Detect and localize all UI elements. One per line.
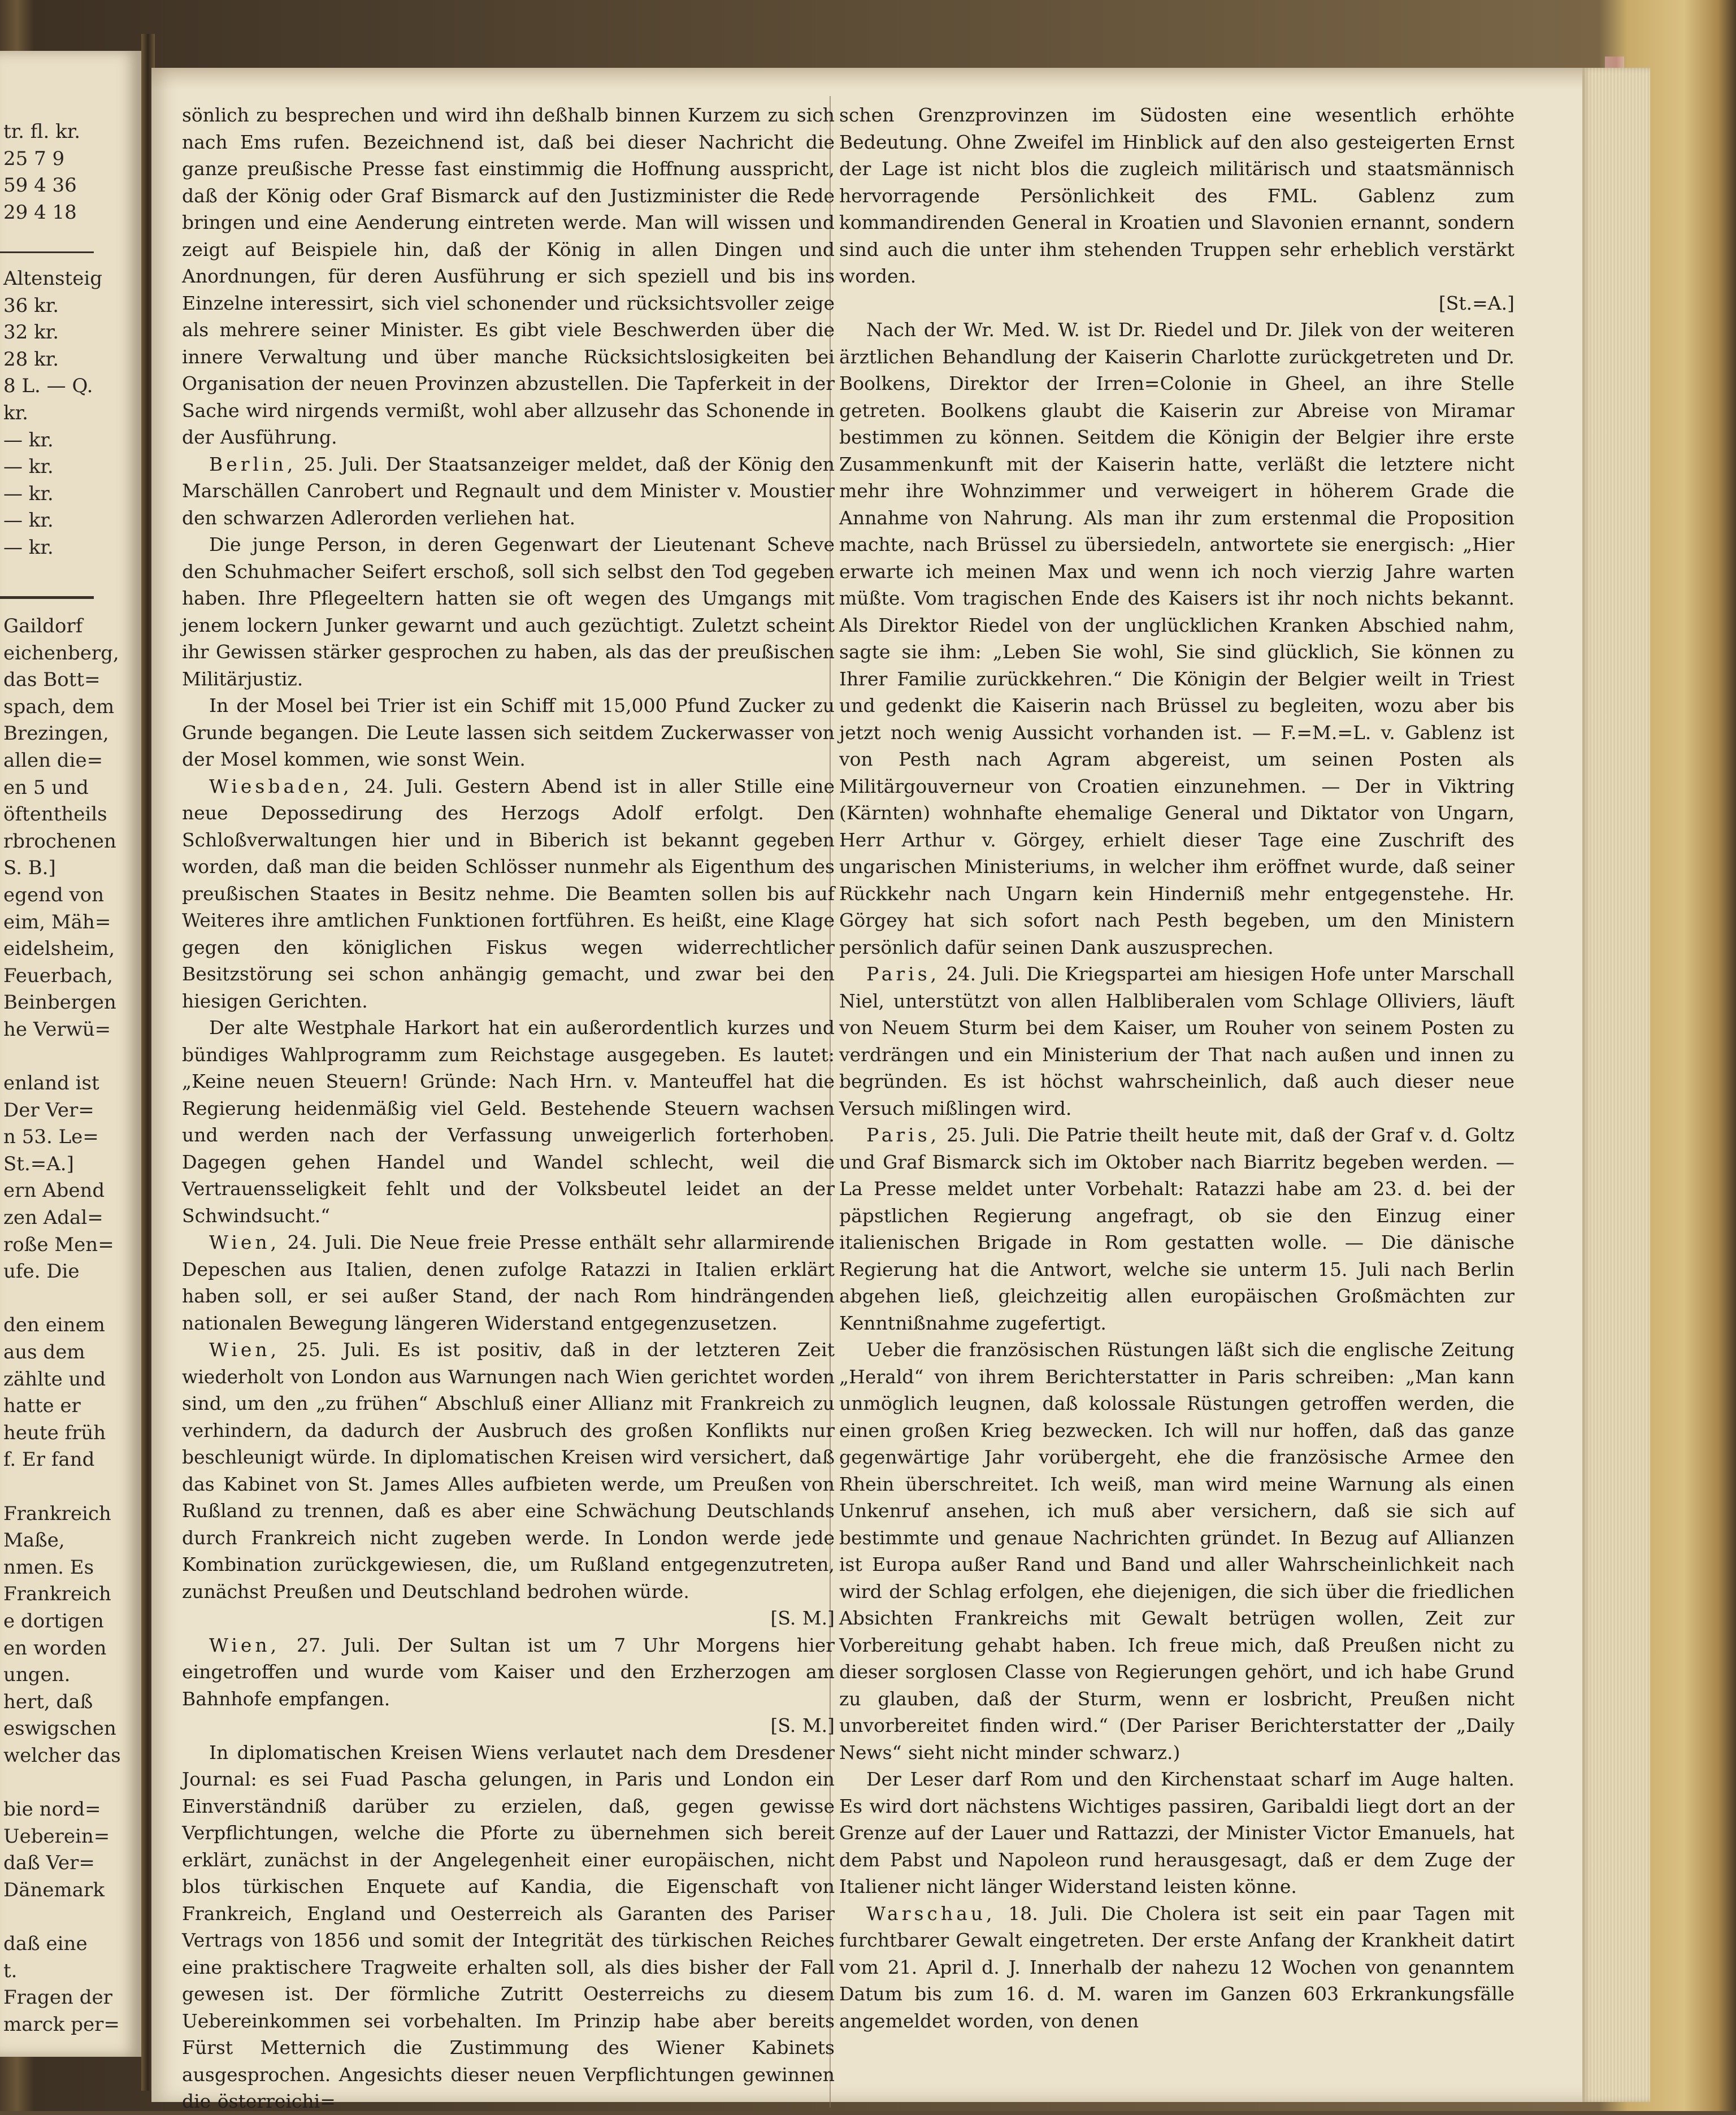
dateline: Wien, [209, 1634, 280, 1656]
left-fragment-line: eim, Mäh= [3, 910, 111, 933]
left-fragment-line: ufe. Die [3, 1260, 80, 1283]
article-paragraph [839, 1122, 1514, 1336]
left-fragment-line [0, 1285, 121, 1313]
left-fragment-line: Maße, [3, 1529, 65, 1552]
article-column-left [182, 102, 835, 2115]
article-text: 18. Juli. Die Cholera ist seit ein paar Tagen mit furchtbarer Gewalt eingetreten. Der erste Anfang der Krankheit datirt vom 21. April d. J. Innerhalb der nahezu 12 Wochen von genanntem Datum bis zum 16. d. M. waren im Ganzen 603 Erkrankungsfälle angemeldet worden, von denen [839, 1902, 1514, 2032]
left-fragment-line: 8 L. — Q. [3, 375, 93, 398]
left-fragment-line: 32 kr. [3, 321, 59, 344]
left-fragment-line: welcher das [3, 1744, 121, 1767]
left-fragment-line: aus dem [3, 1341, 85, 1364]
dateline: Warschau, [866, 1902, 996, 1925]
page-edges [1582, 68, 1650, 2102]
left-fragment-line: öftentheils [3, 803, 107, 826]
left-fragment-line: kr. [3, 401, 28, 424]
article-text: 27. Juli. Der Sultan ist um 7 Uhr Morgens hier eingetroffen und wurde vom Kaiser und den Erzherzogen am Bahnhofe empfangen. [182, 1634, 835, 1710]
left-fragment-line: en worden [3, 1636, 107, 1660]
left-fragment-line: hert, daß [3, 1690, 93, 1713]
left-fragment-line: Der Ver= [3, 1098, 94, 1122]
source-signature: [St.=A.] [1438, 292, 1514, 314]
article-paragraph [182, 451, 835, 532]
left-fragment-line [0, 1904, 121, 1931]
article-text: Der Leser darf Rom und den Kirchenstaat scharf im Auge halten. Es wird dort nächstens Wichtiges passiren, Garibaldi liegt dort an der Grenze auf der Lauer und Rattazzi, der Minister Victor Emanuels, hat dem Pabst und Napoleon rund herausgesagt, daß er dem Zuge der Italiener nicht länger Widerstand leisten könne. [839, 1768, 1514, 1897]
left-fragment-line: egend von [3, 883, 105, 906]
left-fragment-line: 28 kr. [3, 348, 59, 371]
article-paragraph [839, 1900, 1514, 2035]
left-fragment-line: St.=A.] [3, 1152, 74, 1175]
article-paragraph [182, 1336, 835, 1605]
left-fragment-line: daß eine [3, 1932, 88, 1956]
left-fragment-line: — kr. [3, 455, 54, 479]
left-fragment-line: tr. fl. kr. [3, 120, 81, 143]
left-fragment-line: hatte er [3, 1395, 81, 1418]
left-fragment-line: f. Er fand [3, 1448, 95, 1471]
left-fragment-line: — kr. [3, 509, 54, 532]
left-fragment-line: Dänemark [3, 1878, 105, 1901]
article-text: Die junge Person, in deren Gegenwart der Lieutenant Scheve den Schuhmacher Seifert erschoß, soll sich selbst den Tod gegeben haben. Ihre Pflegeeltern hatten sie oft wegen des Umgangs mit jenem lockern Junker gewarnt und auch gezüchtigt. Zuletzt scheint ihr Gewissen stärker gesprochen zu haben, als das der preußischen Militärjustiz. [182, 533, 835, 690]
article-paragraph [839, 102, 1514, 290]
left-fragment-line: e dortigen [3, 1609, 104, 1632]
left-fragment-line [0, 1474, 121, 1501]
left-fragment-line: ern Abend [3, 1179, 105, 1202]
left-fragment-line: Beinbergen [3, 991, 116, 1014]
article-paragraph [182, 1229, 835, 1336]
left-fragment-line: 59 4 36 [3, 174, 77, 197]
article-paragraph [182, 692, 835, 773]
left-fragment-line: allen die= [3, 749, 103, 772]
dateline: Paris, [866, 1124, 940, 1146]
left-fragment-line: Ueberein= [3, 1825, 110, 1848]
left-fragment-line: S. B.] [3, 857, 56, 880]
article-text: 25. Juli. Die Patrie theilt heute mit, daß der Graf v. d. Goltz und Graf Bismarck sich im Oktober nach Biarritz begeben werden. — La Presse meldet unter Vorbehalt: Ratazzi habe am 23. d. bei der päpstlichen Regierung angefragt, ob sie den Einzug einer italienischen Brigade in Rom gestatten wolle. — Die dänische Regierung hat die Antwort, welche sie unterm 15. Juli nach Berlin abgehen ließ, gleichzeitig allen europäischen Großmächten zur Kenntnißnahme zugefertigt. [839, 1124, 1514, 1334]
left-fragment-line: he Verwü= [3, 1018, 111, 1041]
left-fragment-line: en 5 und [3, 776, 89, 799]
article-text: Ueber die französischen Rüstungen läßt sich die englische Zeitung „Herald“ von ihrem Berichterstatter in Paris schreiben: „Man kann unmöglich leugnen, daß kolossale Rüstungen getroffen werden, die einen großen Krieg bezwecken. Ich will nur hoffen, daß das ganze gegenwärtige Jahr vorübergeht, ehe die französische Armee den Rhein überschreitet. Ich weiß, man wird meine Warnung als einen Unkenruf ansehen, ich muß aber versichern, daß sie sich auf bestimmte und genaue Nachrichten gründet. In Bezug auf Allianzen ist Europa außer Rand und Band und aller Wahrscheinlichkeit nach wird der Schlag erfolgen, ehe diejenigen, die sich über die friedlichen Absichten Frankreichs mit Gewalt betrügen wollen, Zeit zur Vorbereitung gehabt haben. Ich freue mich, daß Preußen nicht zu dieser sorglosen Classe von Regierungen gehört, und ich habe Grund zu glauben, daß der Sturm, wenn er losbricht, Preußen nicht unvorbereitet finden wird.“ (Der Pariser Berichterstatter der „Daily News“ sieht nicht minder schwarz.) [839, 1339, 1514, 1764]
left-fragment-line: — kr. [3, 428, 54, 451]
left-fragment-line: eswigschen [3, 1717, 116, 1740]
article-text: 24. Juli. Gestern Abend ist in aller Stille eine neue Depossedirung des Herzogs Adolf erfolgt. Den Schloßverwaltungen hier und in Biberich ist bekannt gegeben worden, daß man die beiden Schlösser nunmehr als Eigenthum des preußischen Staates in Besitz nehme. Die Beamten sollen bis auf Weiteres ihre amtlichen Funktionen fortführen. Es heißt, eine Klage gegen den königlichen Fiskus wegen widerrechtlicher Besitzstörung sei schon anhängig gemacht, und zwar bei den hiesigen Gerichten. [182, 775, 835, 1012]
article-text: Der alte Westphale Harkort hat ein außerordentlich kurzes und bündiges Wahlprogramm zum Reichstage ausgegeben. Es lautet: „Keine neuen Steuern! Gründe: Nach Hrn. v. Manteuffel hat die Regierung heidenmäßig viel Geld. Bestehende Steuern wachsen und werden nach der Verfassung unweigerlich forterhoben. Dagegen gehen Handel und Wandel schlecht, weil die Vertrauensseligkeit fehlt und der Volksbeutel leidet an der Schwindsucht.“ [182, 1017, 835, 1227]
article-text: 25. Juli. Der Staatsanzeiger meldet, daß der König den Marschällen Canrobert und Regnault und dem Minister v. Moustier den schwarzen Adlerorden verliehen hat. [182, 453, 835, 529]
dateline: Wiesbaden, [209, 775, 353, 797]
left-fragment-line [0, 1770, 121, 1797]
left-fragment-line: 25 7 9 [3, 147, 65, 170]
article-text: Nach der Wr. Med. W. ist Dr. Riedel und Dr. Jilek von der weiteren ärztlichen Behandlung der Kaiserin Charlotte zurückgetreten und Dr. Boolkens, Direktor der Irren=Colonie in Gheel, an ihre Stelle getreten. Boolkens glaubt die Kaiserin zur Abreise von Miramar bestimmen zu können. Seitdem die Königin der Belgier ihre erste Zusammenkunft mit der Kaiserin hatte, verläßt die letztere nicht mehr ihre Wohnzimmer und verweigert in höherem Grade die Annahme von Nahrung. Als man ihr zum erstenmal die Proposition machte, nach Brüssel zu übersiedeln, antwortete sie energisch: „Hier erwarte ich meinen Max und wenn ich noch vierzig Jahre warten müßte. Vom tragischen Ende des Kaisers ist ihr noch nichts bekannt. Als Direktor Riedel von der unglücklichen Kranken Abschied nahm, sagte sie ihm: „Leben Sie wohl, Sie sind glücklich, Sie können zu Ihrer Familie zurückkehren.“ Die Königin der Belgier weilt in Triest und gedenkt die Kaiserin nach Brüssel zu begleiten, wozu aber bis jetzt noch wenig Aussicht vorhanden ist. — F.=M.=L. v. Gablenz ist von Pesth nach Agram abgereist, um seinen Posten als Militärgouverneur von Croatien einzunehmen. — Der in Viktring (Kärnten) wohnhafte ehemalige General und Diktator von Ungarn, Herr Arthur v. Görgey, erhielt dieser Tage eine Zuschrift des ungarischen Ministeriums, in welcher ihm eröffnet wurde, daß seiner Rückkehr nach Ungarn kein Hinderniß mehr entgegenstehe. Hr. Görgey hat sich sofort nach Pesth begeben, um den Ministern persönlich dafür seinen Dank auszusprechen. [839, 319, 1514, 958]
article-text: In diplomatischen Kreisen Wiens verlautet nach dem Dresdener Journal: es sei Fuad Pascha gelungen, in Paris und London ein Einverständniß darüber zu erzielen, daß, gegen gewisse Verpflichtungen, welche die Pforte zu übernehmen sich bereit erklärt, zunächst in der Angelegenheit einer europäischen, nicht blos türkischen Enquete auf Kandia, die Eigenschaft von Frankreich, England und Oesterreich als Garanten des Pariser Vertrags von 1856 und somit der Integrität des türkischen Reiches eine praktischere Tragweite erhalten soll, als dies bisher der Fall gewesen ist. Der förmliche Zutritt Oesterreichs zu diesem Uebereinkommen sei vorbehalten. Im Prinzip habe aber bereits Fürst Metternich die Zustimmung des Wiener Kabinets ausgesprochen. Angesichts dieser neuen Verpflichtungen gewinnen die österreichi= [182, 1741, 835, 2112]
left-fragment-line: Brezingen, [3, 722, 109, 745]
article-text: sönlich zu besprechen und wird ihn deßhalb binnen Kurzem zu sich nach Ems rufen. Bezeichnend ist, daß bei dieser Nachricht die ganze preußische Presse fast einstimmig die Hoffnung ausspricht, daß der König oder Graf Bismarck auf den Justizminister die Rede bringen und eine Aenderung eintreten werde. Man will wissen und zeigt auf Beispiele hin, daß der König in allen Dingen und Anordnungen, für deren Ausführung er sich speziell und bis ins Einzelne interessirt, sich viel schonender und rücksichtsvoller zeige als mehrere seiner Minister. Es gibt viele Beschwerden über die innere Verwaltung und über manche Rücksichtslosigkeiten bei Organisation der neuen Provinzen abzustellen. Die Tapferkeit in der Sache wird nirgends vermißt, wohl aber allzusehr das Schonende in der Ausführung. [182, 104, 835, 448]
left-fragment-line: bie nord= [3, 1798, 101, 1821]
left-fragment-line: Fragen der [3, 1986, 112, 2009]
article-text: 24. Juli. Die Kriegspartei am hiesigen Hofe unter Marschall Niel, unterstützt von allen Halbliberalen vom Schlage Olliviers, läuft von Neuem Sturm bei dem Kaiser, um Rouher von seinem Posten zu verdrängen und ein Ministerium der That nach außen und innen zu begründen. Es ist höchst wahrscheinlich, daß auch dieser neue Versuch mißlingen wird. [839, 963, 1515, 1119]
left-fragment-line: das Bott= [3, 668, 101, 692]
left-fragment-line: Gaildorf [3, 615, 83, 637]
source-signature: [S. M.] [770, 1714, 835, 1736]
dateline: Wien, [209, 1231, 280, 1253]
left-page-fragment [0, 51, 141, 2057]
dateline: Paris, [866, 963, 940, 985]
article-paragraph [182, 531, 835, 692]
left-fragment-line: Frankreich [3, 1583, 111, 1606]
article-paragraph [182, 1632, 835, 1713]
article-text: 24. Juli. Die Neue freie Presse enthält sehr allarmirende Depeschen aus Italien, denen zufolge Ratazzi in Italien erklärt haben soll, er sei außer Stand, der nach Rom hindrängenden nationalen Bewegung längeren Widerstand entgegenzusetzen. [182, 1231, 835, 1334]
article-paragraph [182, 773, 835, 1015]
left-fragment-line: marck per= [3, 2013, 120, 2036]
dateline: Wien, [209, 1339, 280, 1361]
left-fragment-line: t. [3, 1959, 18, 1982]
left-fragment-line: daß Ver= [3, 1852, 95, 1875]
left-fragment-line: rbrochenen [3, 830, 116, 853]
dateline: Berlin, [209, 453, 297, 475]
article-paragraph [839, 1766, 1514, 1900]
left-fragment-line: n 53. Le= [3, 1126, 99, 1149]
left-fragment-line [0, 1044, 121, 1071]
article-paragraph [839, 961, 1514, 1122]
left-fragment-line: roße Men= [3, 1233, 114, 1256]
article-text: In der Mosel bei Trier ist ein Schiff mit 15,000 Pfund Zucker zu Grunde begangen. Die Leute lassen sich seitdem Zuckerwasser von der Mosel kommen, wie sonst Wein. [182, 694, 835, 770]
article-paragraph [182, 1739, 835, 2115]
left-fragment-line: Altensteig [3, 267, 102, 290]
left-fragment-line: eichenberg, [3, 641, 119, 665]
left-fragment-line: nmen. Es [3, 1556, 94, 1579]
left-fragment-line: 36 kr. [3, 294, 59, 317]
left-fragment-line: den einem [3, 1314, 105, 1337]
left-fragment-line: enland ist [3, 1072, 99, 1095]
article-paragraph [839, 316, 1514, 961]
left-fragment-line: Frankreich [3, 1502, 111, 1525]
article-text: schen Grenzprovinzen im Südosten eine wesentlich erhöhte Bedeutung. Ohne Zweifel im Hinblick auf den also gesteigerten Ernst der Lage ist nicht blos die zugleich militärisch und staatsmännisch hervorragende Persönlichkeit des FML. Gablenz zum kommandirenden General in Kroatien und Slavonien ernannt, sondern sind auch die unter ihm stehenden Truppen sehr erheblich verstärkt worden. [839, 104, 1514, 287]
left-fragment-line: — kr. [3, 536, 54, 559]
left-fragment-line: eidelsheim, [3, 937, 115, 961]
left-fragment-line: ungen. [3, 1664, 71, 1687]
left-fragment-line: heute früh [3, 1421, 106, 1444]
article-column-right [839, 102, 1514, 2034]
article-paragraph [839, 1336, 1514, 1766]
left-fragment-line: spach, dem [3, 695, 115, 718]
left-fragment-line: zen Adal= [3, 1206, 103, 1230]
article-paragraph [182, 102, 835, 451]
article-paragraph [182, 1014, 835, 1229]
article-text: 25. Juli. Es ist positiv, daß in der letzteren Zeit wiederholt von London aus Warnungen nach Wien gerichtet worden sind, um den „zu frühen“ Abschluß einer Allianz mit Frankreich zu verhindern, da dadurch der Ausbruch des großen Konflikts nur beschleunigt würde. In diplomatischen Kreisen wird versichert, daß das Kabinet von St. James Alles aufbieten werde, um Preußen von Rußland zu trennen, daß es aber eine Schwächung Deutschlands durch Frankreich nicht zugeben werde. In London werde jede Kombination zurückgewiesen, die, um Rußland entgegenzutreten, zunächst Preußen und Deutschland bedrohen würde. [182, 1339, 835, 1602]
left-fragment-line: — kr. [3, 482, 54, 505]
left-fragment-line: Feuerbach, [3, 964, 113, 987]
left-fragment-line: zählte und [3, 1367, 106, 1391]
page-top-shadow [151, 68, 1598, 90]
left-fragment-line: 29 4 18 [3, 201, 77, 224]
source-signature: [S. M.] [770, 1607, 835, 1629]
